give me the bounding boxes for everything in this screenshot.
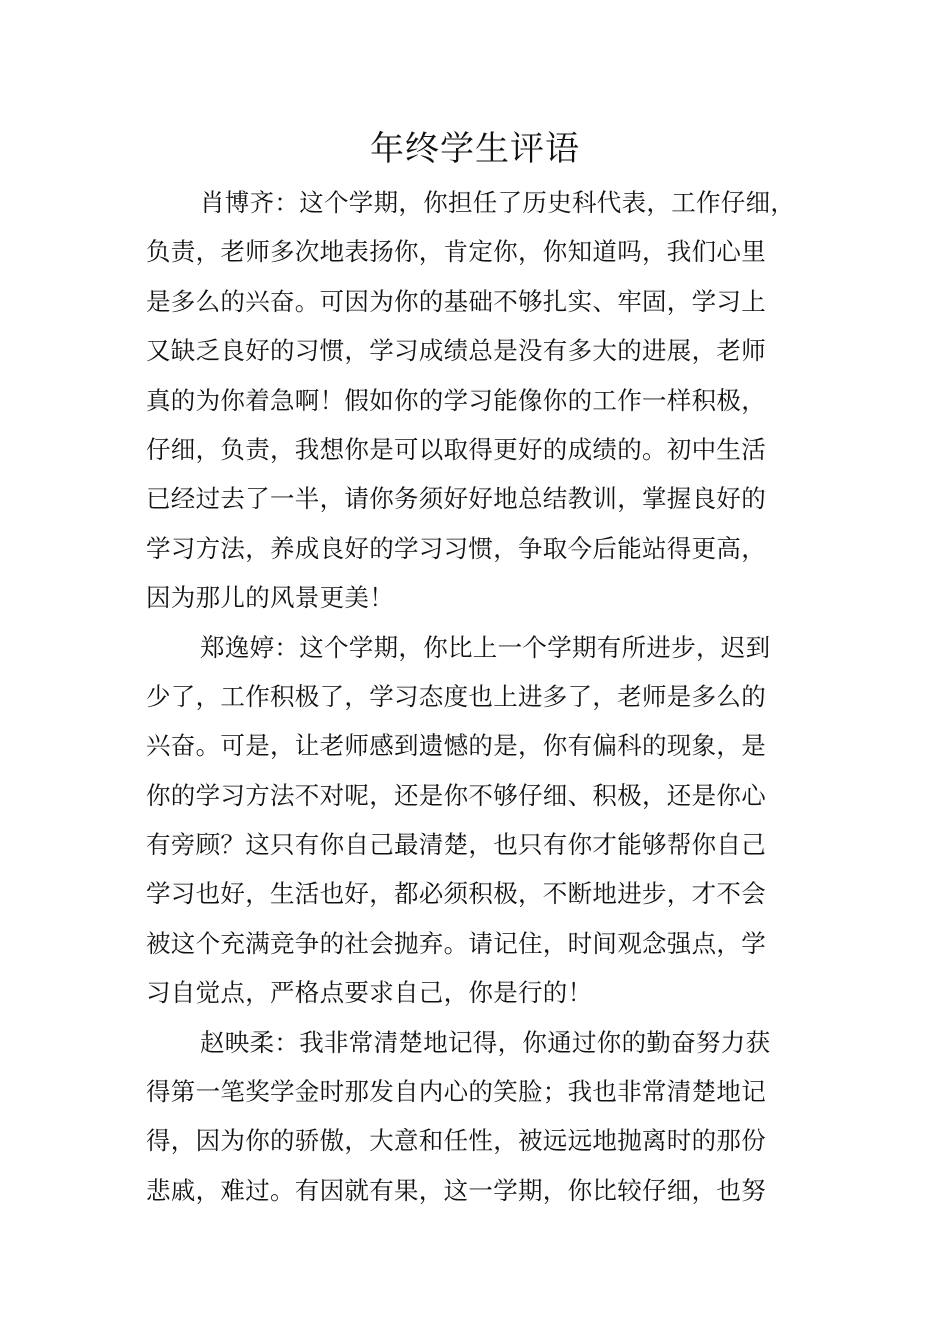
text-line: 悲戚，难过。有因就有果，这一学期，你比较仔细，也努 xyxy=(146,1175,766,1205)
text-line: 少了，工作积极了，学习态度也上进多了，老师是多么的 xyxy=(146,681,766,711)
text-line: 真的为你着急啊！假如你的学习能像你的工作一样积极， xyxy=(146,385,766,415)
text-line: 你的学习方法不对呢，还是你不够仔细、积极，还是你心 xyxy=(146,780,766,810)
text-line: 因为那儿的风景更美！ xyxy=(146,583,394,613)
text-line: 是多么的兴奋。可因为你的基础不够扎实、牢固，学习上 xyxy=(146,286,766,316)
text-line: 负责，老师多次地表扬你，肯定你，你知道吗，我们心里 xyxy=(146,237,766,267)
text-line: 赵映柔：我非常清楚地记得，你通过你的勤奋努力获 xyxy=(200,1027,771,1057)
text-line: 兴奋。可是，让老师感到遗憾的是，你有偏科的现象，是 xyxy=(146,731,766,761)
text-line: 有旁顾？这只有你自己最清楚，也只有你才能够帮你自己 xyxy=(146,830,766,860)
text-line: 肖博齐：这个学期，你担任了历史科代表，工作仔细， xyxy=(200,188,796,217)
text-line: 得，因为你的骄傲，大意和任性，被远远地抛离时的那份 xyxy=(146,1126,766,1156)
document-title: 年终学生评语 xyxy=(370,129,580,169)
text-line: 已经过去了一半，请你务须好好地总结教训，掌握良好的 xyxy=(146,484,766,514)
text-line: 又缺乏良好的习惯，学习成绩总是没有多大的进展，老师 xyxy=(146,336,766,366)
text-line: 郑逸婷：这个学期，你比上一个学期有所进步，迟到 xyxy=(200,632,771,662)
document-body xyxy=(146,178,816,1215)
text-line: 学习也好，生活也好，都必须积极，不断地进步，才不会 xyxy=(146,879,766,909)
text-line: 被这个充满竞争的社会抛弃。请记住，时间观念强点，学 xyxy=(146,928,766,958)
text-line: 习自觉点，严格点要求自己，你是行的！ xyxy=(146,978,593,1008)
text-line: 得第一笔奖学金时那发自内心的笑脸；我也非常清楚地记 xyxy=(146,1077,766,1107)
text-line: 学习方法，养成良好的学习习惯，争取今后能站得更高， xyxy=(146,533,766,563)
text-line: 仔细，负责，我想你是可以取得更好的成绩的。初中生活 xyxy=(146,434,766,464)
